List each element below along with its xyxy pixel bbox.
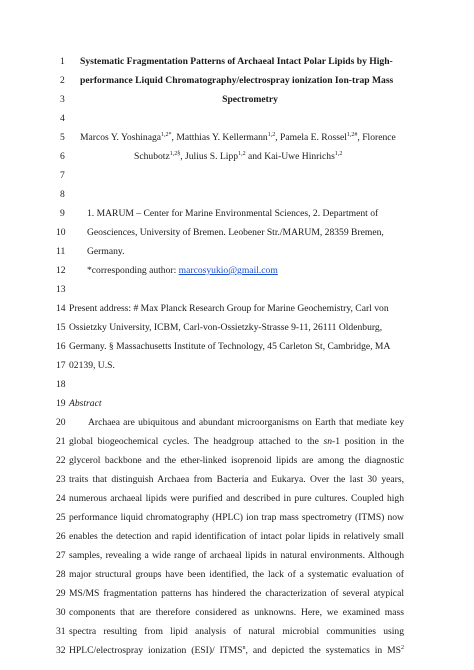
line-number: 15 (56, 322, 66, 333)
line-number: 4 (60, 113, 65, 124)
line-number: 27 (56, 550, 66, 561)
abstract-line: glycerol backbone and the ether-linked isoprenoid lipids are among the diagnostic (69, 455, 404, 466)
line-number: 9 (60, 208, 65, 219)
line-number: 25 (56, 512, 66, 523)
line-number: 13 (56, 284, 66, 295)
abstract-line: spectra resulting from lipid analysis of natural microbial communities using (69, 626, 404, 637)
affiliation-line: 1. MARUM – Center for Marine Environmental Sciences, 2. Department of (87, 208, 379, 219)
line-number: 22 (56, 455, 66, 466)
abstract-line: performance liquid chromatography (HPLC) ion trap mass spectrometry (ITMS) now (69, 512, 404, 523)
present-address-line: 02139, U.S. (69, 360, 115, 371)
line-number: 19 (56, 398, 66, 409)
title-line: Systematic Fragmentation Patterns of Archaeal Intact Polar Lipids by High- (80, 56, 393, 67)
line-number: 24 (56, 493, 66, 504)
abstract-line: MS/MS fragmentation patterns has hindered the characterization of several atypical (69, 588, 404, 599)
line-number: 11 (56, 246, 66, 257)
abstract-line: global biogeochemical cycles. The headgroup attached to the sn-1 position in the (69, 436, 404, 447)
italic-term: sn (323, 436, 333, 447)
line-number: 1 (60, 56, 65, 67)
abstract-line: components that are therefore considered as unknowns. Here, we examined mass (69, 607, 404, 618)
line-number: 21 (56, 436, 66, 447)
line-number: 20 (56, 417, 66, 428)
line-number: 29 (56, 588, 66, 599)
line-number: 18 (56, 379, 66, 390)
line-number: 5 (60, 132, 65, 143)
affiliation-line: Germany. (87, 246, 125, 257)
present-address-line: Germany. § Massachusetts Institute of Technology, 45 Carleton St, Cambridge, MA (69, 341, 391, 352)
author-line: Schubotz$^{1,2\S}$, Julius S. Lipp$^{1,2}$ and Kai-Uwe Hinrichs$^{1,2}$ (134, 151, 343, 162)
line-number: 12 (56, 265, 66, 276)
abstract-line: numerous archaeal lipids were purified and described in pure cultures. Coupled high (69, 493, 404, 504)
corresponding-author: *corresponding author: marcosyukio@gmail.com (87, 265, 278, 276)
present-address-line: Ossietzky University, ICBM, Carl-von-Ossietzky-Strasse 9-11, 26111 Oldenburg, (69, 322, 383, 333)
affiliation-line: Geosciences, University of Bremen. Leobener Str./MARUM, 28359 Bremen, (87, 227, 384, 238)
line-number: 16 (56, 341, 66, 352)
email-link[interactable]: marcosyukio@gmail.com (178, 265, 278, 276)
line-number: 7 (60, 170, 65, 181)
abstract-line: traits that distinguish Archaea from Bacteria and Eukarya. Over the last 30 years, (69, 474, 404, 485)
abstract-line: samples, revealing a wide range of archaeal lipids in natural environments. Although (69, 550, 404, 561)
abstract-line: HPLC/electrospray ionization (ESI)/ ITMS$^n$, and depicted the systematics in $MS^2$ (69, 645, 404, 656)
title-line: performance Liquid Chromatography/electrospray ionization Ion-trap Mass (80, 75, 394, 86)
line-number: 23 (56, 474, 66, 485)
line-number: 31 (56, 626, 66, 637)
line-number: 17 (56, 360, 66, 371)
abstract-line: enables the detection and rapid identification of intact polar lipids in relatively small (69, 531, 404, 542)
line-number: 14 (56, 303, 66, 314)
abstract-line: Archaea are ubiquitous and abundant microorganisms on Earth that mediate key (88, 417, 404, 428)
line-number: 30 (56, 607, 66, 618)
line-number: 32 (56, 645, 66, 656)
line-number: 3 (60, 94, 65, 105)
author-line: Marcos Y. Yoshinaga$^{1,2*}$, Matthias Y. Kellermann$^{1,2}$, Pamela E. Rossel$^{1,2\#}$, Florence (80, 132, 396, 143)
line-number: 26 (56, 531, 66, 542)
line-number: 10 (56, 227, 66, 238)
title-line: Spectrometry (222, 94, 278, 105)
line-number: 6 (60, 151, 65, 162)
line-number: 28 (56, 569, 66, 580)
line-number: 8 (60, 189, 65, 200)
present-address-line: Present address: # Max Planck Research Group for Marine Geochemistry, Carl von (69, 303, 389, 314)
abstract-line: major structural groups have been identified, the lack of a systematic evaluation of (69, 569, 404, 580)
line-number: 2 (60, 75, 65, 86)
abstract-heading: Abstract (69, 398, 102, 409)
